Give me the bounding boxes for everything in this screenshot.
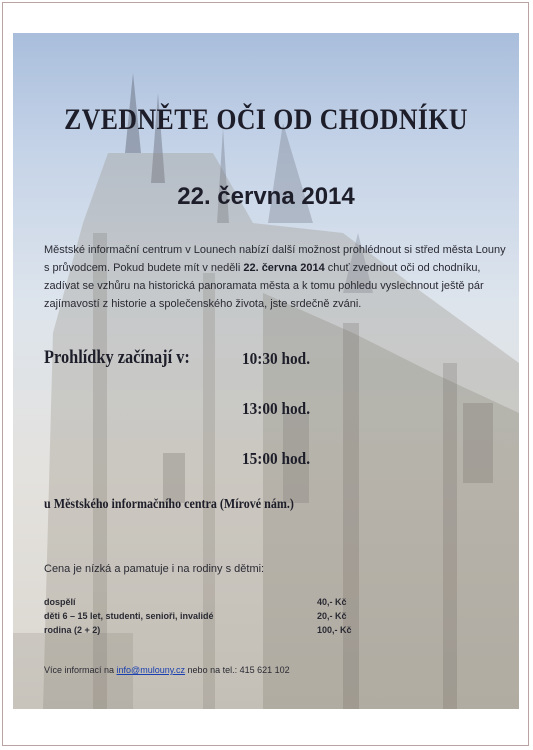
intro-text-2: chuť zvednout oči od chodníku, zadívat se vzhůru na historická panoramata města a k tomu pohledu vyslechnout ještě pár zajímavostí z historie a společenského života, jste srdečně zváni. [44, 262, 484, 310]
price-row [44, 597, 364, 611]
price-row [44, 625, 364, 639]
contact-suffix: nebo na tel.: 415 621 102 [185, 665, 290, 675]
intro-paragraph [44, 241, 506, 313]
price-value: 20,- Kč [317, 611, 347, 621]
tour-time-2: 13:00 hod. [242, 399, 311, 418]
price-value: 40,- Kč [317, 597, 347, 607]
price-label: dospělí [44, 597, 76, 607]
intro-text-1: Městské informační centrum v Lounech nabízí další možnost prohlédnout si střed města Louny s průvodcem. Pokud budete mít v neděli [44, 244, 506, 274]
poster-content [13, 33, 519, 709]
tours-label: Prohlídky začínají v: [44, 347, 190, 368]
poster-title: ZVEDNĚTE OČI OD CHODNÍKU [64, 103, 468, 136]
price-value: 100,- Kč [317, 625, 352, 635]
price-label: děti 6 – 15 let, studenti, senioři, invalidé [44, 611, 214, 621]
intro-bold-date: 22. června 2014 [243, 262, 325, 274]
meeting-place: u Městského informačního centra (Mírové nám.) [44, 497, 294, 512]
contact-line [44, 665, 290, 675]
price-label: rodina (2 + 2) [44, 625, 101, 635]
price-intro: Cena je nízká a pamatuje i na rodiny s dětmi: [44, 563, 265, 575]
event-date: 22. června 2014 [177, 183, 355, 210]
contact-prefix: Více informací na [44, 665, 117, 675]
email-link[interactable]: info@mulouny.cz [116, 665, 186, 675]
price-row [44, 611, 364, 625]
tour-time-1: 10:30 hod. [242, 349, 311, 368]
poster [13, 33, 519, 709]
price-list [44, 597, 364, 639]
tour-time-3: 15:00 hod. [242, 449, 311, 468]
